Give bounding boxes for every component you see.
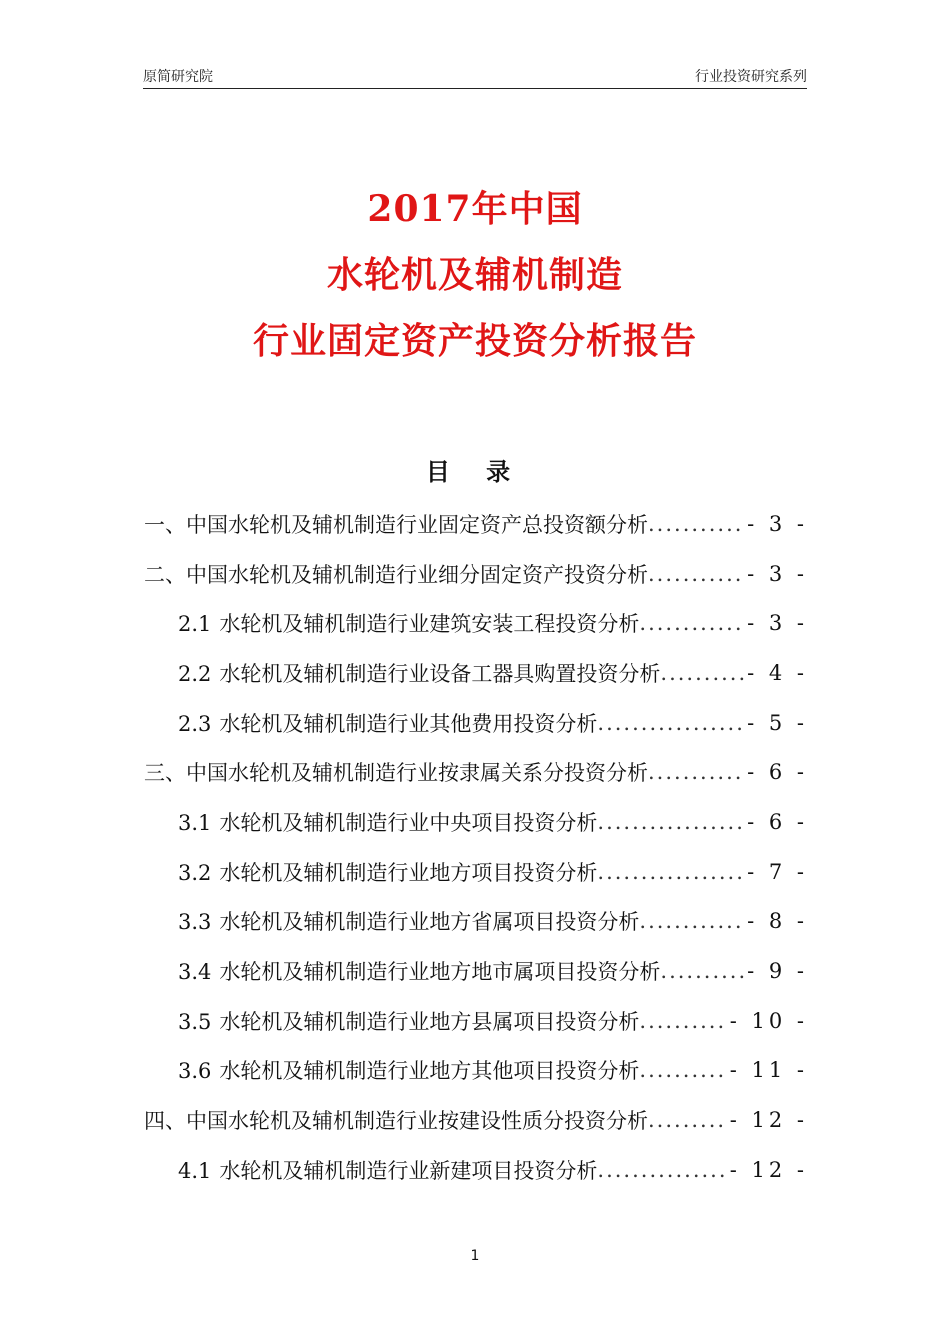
toc-entry-title: [178, 1155, 597, 1185]
toc-entry-page: - 5 -: [747, 710, 808, 735]
toc-entry-page: - 12 -: [729, 1108, 808, 1133]
toc-entry-page: - 3 -: [747, 511, 808, 536]
toc-dot-leader: [597, 860, 745, 884]
toc-entry[interactable]: [144, 698, 808, 748]
title-line-1: 2017年中国: [367, 188, 583, 230]
toc-dot-leader: [597, 810, 745, 834]
toc-entry-number: 3.1: [178, 810, 212, 835]
toc-entry-text: 三、中国水轮机及辅机制造行业按隶属关系分投资分析: [144, 761, 648, 786]
toc-dot-leader: [660, 661, 745, 685]
toc-dot-leader: [648, 1108, 728, 1132]
toc-entry[interactable]: [144, 1145, 808, 1195]
page-header: [143, 66, 807, 89]
header-publisher: 原简研究院: [143, 69, 213, 85]
toc-entry-title: [178, 708, 597, 738]
toc-entry-title: [144, 1105, 648, 1135]
toc-heading: 目 录: [425, 458, 525, 486]
toc-entry-page: - 3 -: [747, 611, 808, 636]
toc-entry-page: - 3 -: [747, 561, 808, 586]
toc-entry-number: 3.4: [178, 960, 212, 985]
toc-entry-title: [178, 857, 597, 887]
toc-entry-text: 水轮机及辅机制造行业地方地市属项目投资分析: [219, 960, 661, 985]
toc-entry[interactable]: [144, 648, 808, 698]
toc-entry-title: [178, 807, 597, 837]
title-line-2: 水轮机及辅机制造: [326, 254, 623, 296]
toc-entry-title: [178, 658, 660, 688]
toc-entry[interactable]: [144, 797, 808, 847]
toc-entry-title: [144, 559, 648, 589]
toc-dot-leader: [639, 1009, 727, 1033]
toc-dot-leader: [639, 611, 745, 635]
toc-entry-title: [178, 608, 639, 638]
toc-entry-text: 水轮机及辅机制造行业新建项目投资分析: [219, 1158, 598, 1183]
toc-dot-leader: [648, 512, 745, 536]
toc-entry-page: - 6 -: [747, 760, 808, 785]
toc-entry-text: 水轮机及辅机制造行业地方其他项目投资分析: [219, 1059, 640, 1084]
toc-entry-number: 2.2: [178, 661, 212, 686]
toc-entry-title: [178, 1006, 639, 1036]
toc-entry-page: - 6 -: [747, 809, 808, 834]
toc-entry-number: 3.5: [178, 1009, 212, 1034]
toc-entry-title: [144, 509, 648, 539]
toc-entry-title: [178, 956, 660, 986]
toc-dot-leader: [597, 711, 745, 735]
toc-entry[interactable]: [144, 1046, 808, 1096]
toc-entry[interactable]: [144, 747, 808, 797]
toc-entry-title: [178, 1055, 639, 1085]
toc-entry-page: - 10 -: [729, 1008, 808, 1033]
toc-entry-title: [178, 906, 639, 936]
toc-entry-number: 3.3: [178, 910, 212, 935]
toc-entry[interactable]: [144, 1095, 808, 1145]
toc-dot-leader: [639, 1058, 727, 1082]
toc-entry[interactable]: [144, 946, 808, 996]
toc-entry-page: - 11 -: [729, 1058, 808, 1083]
toc-entry-text: 四、中国水轮机及辅机制造行业按建设性质分投资分析: [144, 1109, 648, 1134]
toc-entry-text: 水轮机及辅机制造行业地方项目投资分析: [219, 860, 598, 885]
title-line-3: 行业固定资产投资分析报告: [252, 320, 697, 362]
toc-dot-leader: [648, 760, 745, 784]
toc-entry-number: 3.6: [178, 1059, 212, 1084]
toc-entry-page: - 8 -: [747, 909, 808, 934]
toc-dot-leader: [648, 562, 745, 586]
table-of-contents: [144, 499, 808, 1195]
toc-entry[interactable]: [144, 499, 808, 549]
toc-entry[interactable]: [144, 598, 808, 648]
toc-entry-text: 水轮机及辅机制造行业设备工器具购置投资分析: [219, 661, 661, 686]
toc-entry-text: 水轮机及辅机制造行业建筑安装工程投资分析: [219, 612, 640, 637]
toc-entry-text: 一、中国水轮机及辅机制造行业固定资产总投资额分析: [144, 512, 648, 537]
page-number: 1: [470, 1248, 480, 1264]
toc-entry-number: 2.1: [178, 612, 212, 637]
toc-dot-leader: [597, 1158, 727, 1182]
toc-entry[interactable]: [144, 549, 808, 599]
toc-entry-page: - 9 -: [747, 959, 808, 984]
toc-entry-number: 4.1: [178, 1158, 212, 1183]
toc-entry-page: - 12 -: [729, 1157, 808, 1182]
report-title: [0, 176, 950, 374]
toc-entry-text: 二、中国水轮机及辅机制造行业细分固定资产投资分析: [144, 562, 648, 587]
toc-entry[interactable]: [144, 847, 808, 897]
toc-entry-text: 水轮机及辅机制造行业地方县属项目投资分析: [219, 1009, 640, 1034]
toc-dot-leader: [660, 959, 745, 983]
toc-entry-page: - 7 -: [747, 859, 808, 884]
toc-entry-text: 水轮机及辅机制造行业地方省属项目投资分析: [219, 910, 640, 935]
toc-entry-title: [144, 757, 648, 787]
toc-entry[interactable]: [144, 897, 808, 947]
toc-entry-page: - 4 -: [747, 660, 808, 685]
header-series: 行业投资研究系列: [695, 69, 807, 85]
toc-dot-leader: [639, 909, 745, 933]
toc-entry-number: 3.2: [178, 860, 212, 885]
toc-entry-text: 水轮机及辅机制造行业其他费用投资分析: [219, 711, 598, 736]
toc-entry-text: 水轮机及辅机制造行业中央项目投资分析: [219, 810, 598, 835]
toc-entry-number: 2.3: [178, 711, 212, 736]
toc-entry[interactable]: [144, 996, 808, 1046]
